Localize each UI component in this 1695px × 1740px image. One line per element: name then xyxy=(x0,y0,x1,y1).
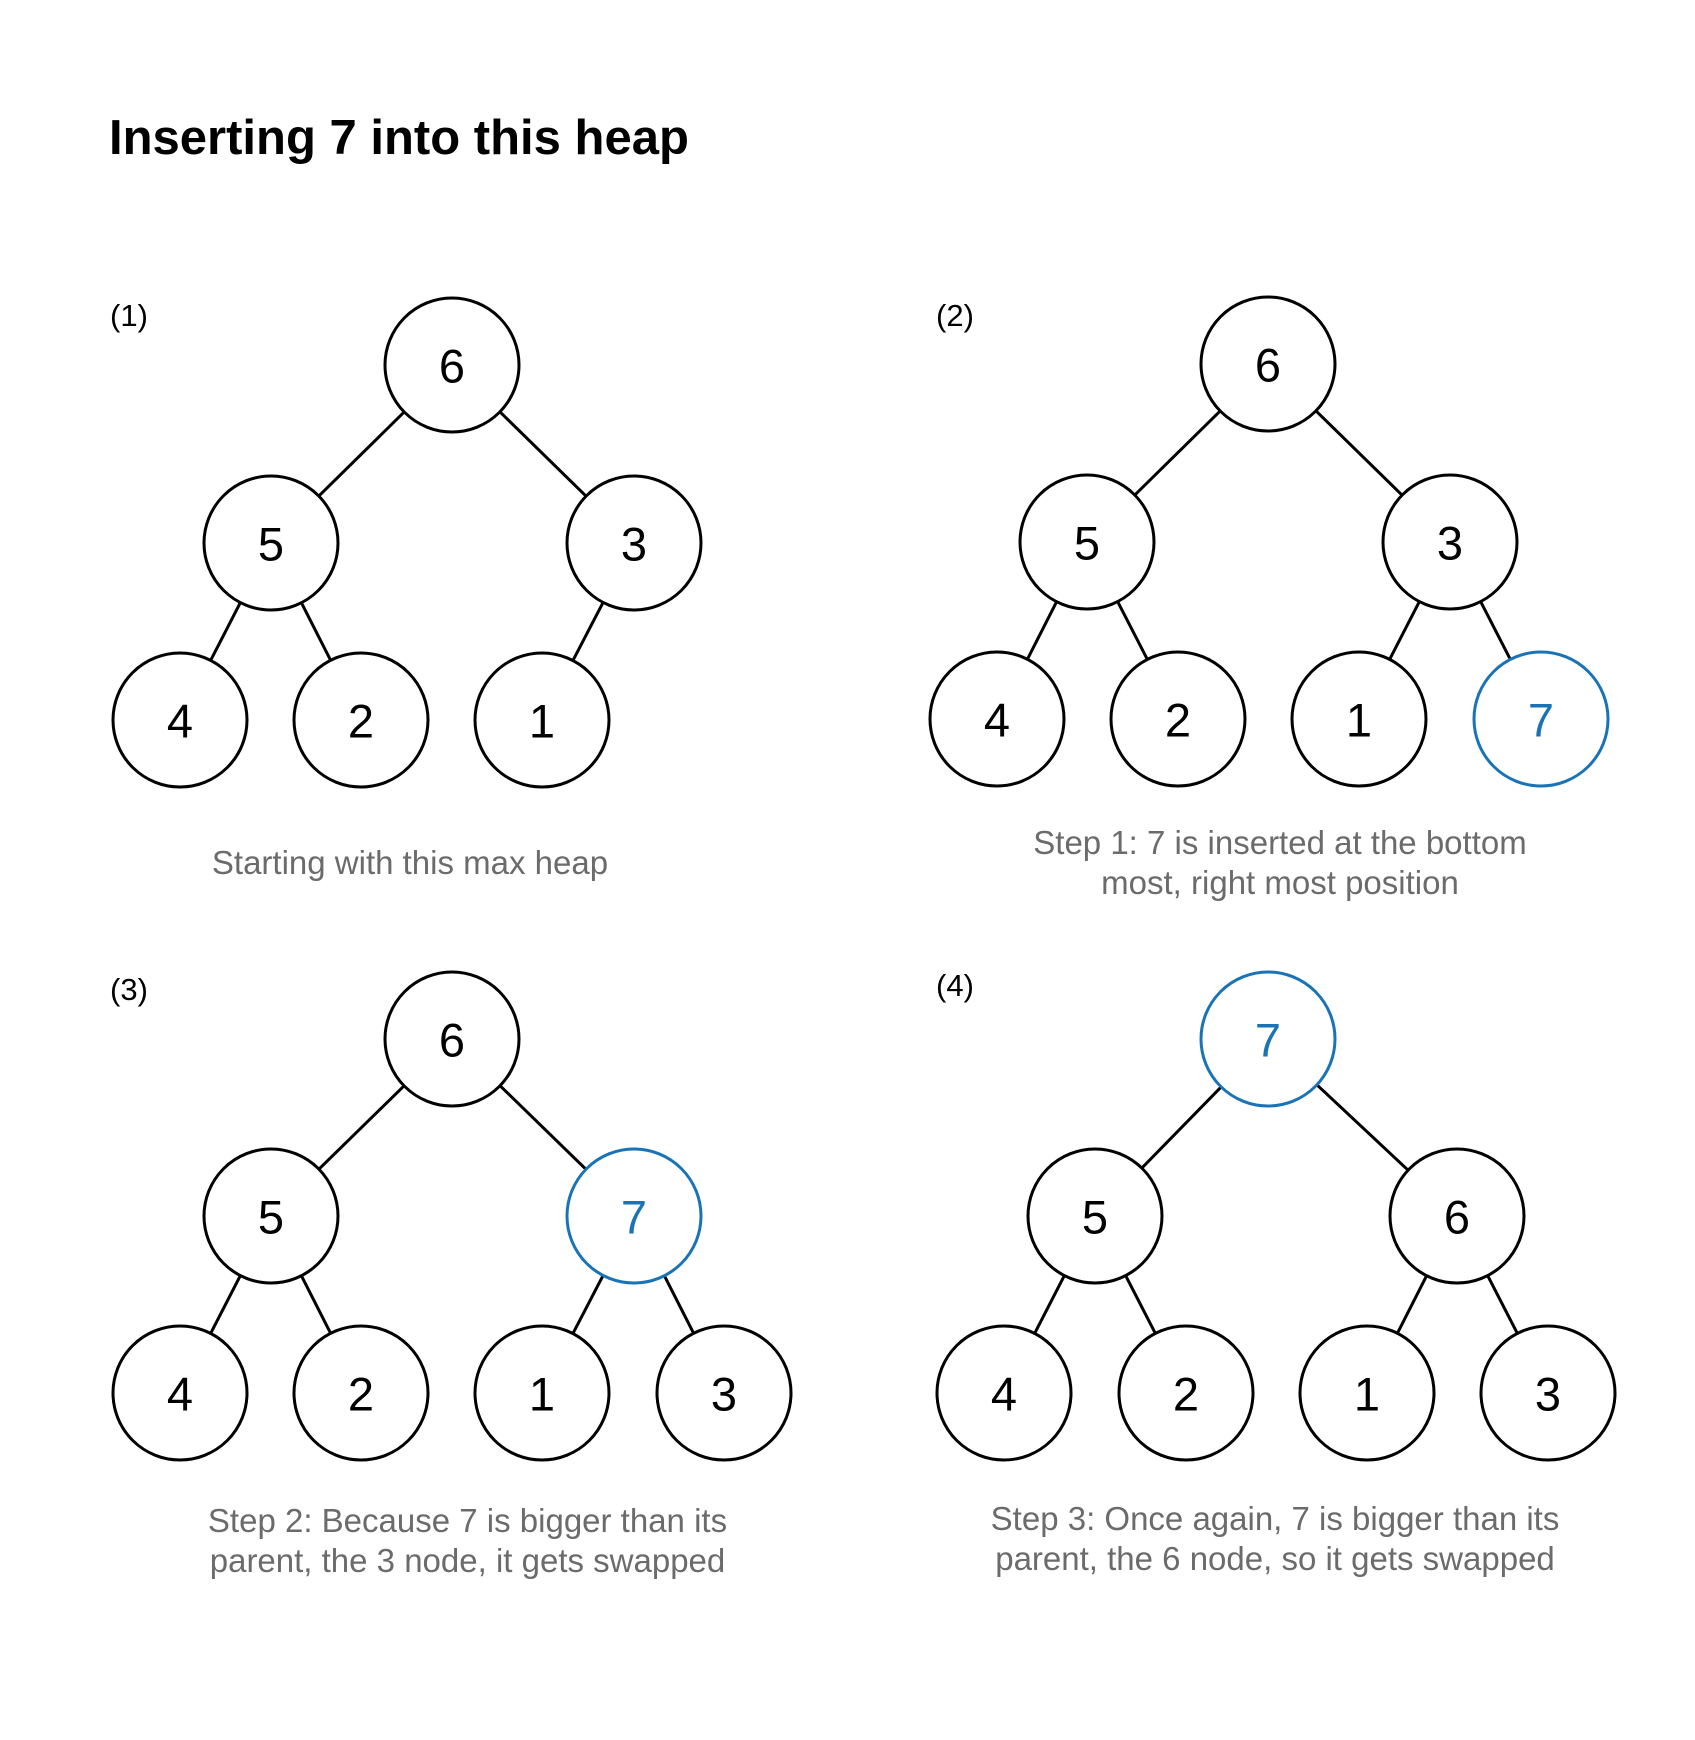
panel-label: (1) xyxy=(110,298,148,333)
tree-edge xyxy=(1397,1276,1426,1334)
panel-caption: Starting with this max heap xyxy=(211,844,609,881)
node-value: 6 xyxy=(1254,338,1282,392)
node-value: 1 xyxy=(528,1367,556,1421)
node-value: 3 xyxy=(1436,516,1464,570)
node-value: 6 xyxy=(1443,1190,1471,1244)
tree-edge xyxy=(1317,1085,1408,1170)
heap-node xyxy=(1390,1149,1524,1283)
node-value: 3 xyxy=(710,1367,738,1421)
node-value: 5 xyxy=(1073,516,1101,570)
node-value: 5 xyxy=(257,517,285,571)
heap-node xyxy=(1481,1326,1615,1460)
node-value: 6 xyxy=(438,1013,466,1067)
node-value: 5 xyxy=(1081,1190,1109,1244)
node-value: 2 xyxy=(1172,1367,1200,1421)
heap-node xyxy=(1201,972,1335,1106)
tree-edge xyxy=(1488,1276,1518,1334)
panel-label: (2) xyxy=(936,298,974,333)
tree-edge xyxy=(1142,1087,1221,1168)
panel-caption: Step 2: Because 7 is bigger than its parent, the 3 node, it gets swapped xyxy=(207,1502,728,1579)
node-value: 6 xyxy=(438,339,466,393)
node-value: 2 xyxy=(347,694,375,748)
node-value: 4 xyxy=(166,694,194,748)
node-value: 4 xyxy=(166,1367,194,1421)
node-value: 3 xyxy=(1534,1367,1562,1421)
panel-label: (3) xyxy=(110,972,148,1007)
panel-caption: Step 3: Once again, 7 is bigger than its parent, the 6 node, so it gets swapped xyxy=(990,1500,1560,1577)
page-title: Inserting 7 into this heap xyxy=(109,111,689,165)
heap-node xyxy=(1028,1149,1162,1283)
node-value: 1 xyxy=(1353,1367,1381,1421)
tree-edge xyxy=(1126,1276,1156,1334)
node-value: 4 xyxy=(990,1367,1018,1421)
node-value: 3 xyxy=(620,517,648,571)
node-value: 5 xyxy=(257,1190,285,1244)
node-value: 1 xyxy=(1345,693,1373,747)
node-value: 7 xyxy=(620,1190,648,1244)
heap-node xyxy=(1119,1326,1253,1460)
tree-edge xyxy=(1035,1276,1065,1334)
panel-label: (4) xyxy=(936,968,974,1003)
node-value: 1 xyxy=(528,694,556,748)
node-value: 7 xyxy=(1254,1013,1282,1067)
heap-node xyxy=(937,1326,1071,1460)
node-value: 2 xyxy=(1164,693,1192,747)
heap-node xyxy=(1300,1326,1434,1460)
node-value: 7 xyxy=(1527,693,1555,747)
node-value: 2 xyxy=(347,1367,375,1421)
panel-caption: Step 1: 7 is inserted at the bottom most, right most position xyxy=(1033,824,1527,901)
node-value: 4 xyxy=(983,693,1011,747)
